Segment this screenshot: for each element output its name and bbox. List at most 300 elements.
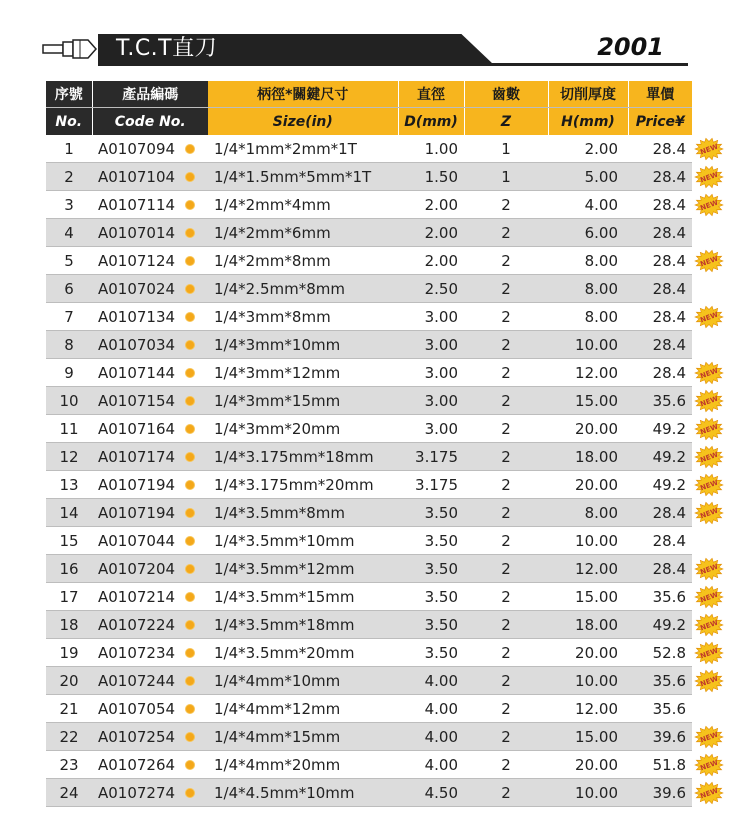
- teeth-count: [464, 331, 548, 359]
- unit-price: [628, 303, 692, 331]
- diameter: [398, 275, 464, 303]
- col-size-en: Size(in): [208, 108, 398, 136]
- teeth-count: [464, 499, 548, 527]
- teeth-count: [464, 471, 548, 499]
- new-badge-label: NEW: [699, 786, 720, 800]
- table-row: [46, 247, 728, 275]
- diameter: [398, 303, 464, 331]
- size-spec: [208, 583, 398, 611]
- unit-price-text: 35.6: [652, 699, 686, 718]
- new-badge-icon: [694, 445, 724, 469]
- new-badge-label: NEW: [699, 422, 720, 436]
- table-row: [46, 555, 728, 583]
- unit-price-text: 28.4: [652, 139, 686, 158]
- badge-cell: [692, 415, 728, 443]
- teeth-count: [464, 191, 548, 219]
- product-table: [46, 81, 728, 807]
- cutting-height: [548, 471, 628, 499]
- teeth-count-text: 2: [501, 783, 511, 802]
- badge-cell: [692, 191, 728, 219]
- size-spec-text: 1/4*4.5mm*10mm: [214, 783, 355, 802]
- size-spec: [208, 723, 398, 751]
- unit-price-text: 52.8: [652, 643, 686, 662]
- size-spec-text: 1/4*4mm*15mm: [214, 727, 341, 746]
- row-number-text: 6: [64, 279, 74, 298]
- bullet-dot-icon: [185, 312, 195, 322]
- table-row: [46, 135, 728, 163]
- product-code-text: A0107164: [98, 419, 176, 438]
- size-spec-text: 1/4*3.175mm*20mm: [214, 475, 374, 494]
- row-number-text: 11: [59, 419, 79, 438]
- diameter-text: 4.00: [424, 699, 458, 718]
- badge-cell: [692, 639, 728, 667]
- new-badge-icon: [694, 473, 724, 497]
- unit-price-text: 28.4: [652, 363, 686, 382]
- new-badge-label: NEW: [699, 142, 720, 157]
- size-spec-text: 1/4*3mm*10mm: [214, 335, 341, 354]
- new-badge-icon: [694, 641, 724, 665]
- row-number-text: 14: [59, 503, 79, 522]
- table-row: [46, 639, 728, 667]
- diameter-text: 4.50: [424, 783, 458, 802]
- diameter-text: 1.50: [424, 167, 458, 186]
- size-spec-text: 1/4*2mm*4mm: [214, 195, 331, 214]
- teeth-count: [464, 583, 548, 611]
- unit-price: [628, 723, 692, 751]
- cutting-height-text: 8.00: [584, 279, 618, 298]
- badge-cell: [692, 135, 728, 163]
- cutting-height-text: 8.00: [584, 503, 618, 522]
- col-h-cn: 切削厚度: [548, 81, 628, 108]
- size-spec: [208, 415, 398, 443]
- bullet-dot-icon: [185, 368, 195, 378]
- product-code: [92, 359, 208, 387]
- row-number-text: 24: [59, 783, 79, 802]
- teeth-count: [464, 443, 548, 471]
- row-number: [46, 303, 92, 331]
- table-row: [46, 303, 728, 331]
- size-spec: [208, 331, 398, 359]
- badge-cell: [692, 723, 728, 751]
- size-spec-text: 1/4*2.5mm*8mm: [214, 279, 345, 298]
- product-code: [92, 611, 208, 639]
- row-number: [46, 191, 92, 219]
- unit-price: [628, 219, 692, 247]
- teeth-count-text: 2: [501, 475, 511, 494]
- teeth-count: [464, 751, 548, 779]
- bullet-dot-icon: [185, 424, 195, 434]
- row-number: [46, 415, 92, 443]
- diameter-text: 3.50: [424, 559, 458, 578]
- teeth-count-text: 2: [501, 391, 511, 410]
- cutting-height-text: 20.00: [575, 755, 618, 774]
- cutting-height: [548, 247, 628, 275]
- unit-price: [628, 751, 692, 779]
- table-row: [46, 415, 728, 443]
- unit-price: [628, 135, 692, 163]
- teeth-count: [464, 135, 548, 163]
- badge-cell: [692, 387, 728, 415]
- cutting-height: [548, 583, 628, 611]
- cutting-height: [548, 135, 628, 163]
- product-code-text: A0107214: [98, 587, 176, 606]
- size-spec-text: 1/4*2mm*8mm: [214, 251, 331, 270]
- row-number: [46, 135, 92, 163]
- product-code: [92, 499, 208, 527]
- product-code: [92, 331, 208, 359]
- cutting-height: [548, 667, 628, 695]
- unit-price: [628, 695, 692, 723]
- row-number-text: 12: [59, 447, 79, 466]
- row-number: [46, 527, 92, 555]
- product-code-text: A0107194: [98, 503, 176, 522]
- table-row: [46, 723, 728, 751]
- product-code: [92, 555, 208, 583]
- product-code-text: A0107234: [98, 643, 176, 662]
- teeth-count-text: 2: [501, 335, 511, 354]
- col-z-cn: 齒數: [464, 81, 548, 108]
- diameter-text: 3.175: [415, 475, 458, 494]
- unit-price-text: 49.2: [652, 475, 686, 494]
- product-code-text: A0107254: [98, 727, 176, 746]
- product-code-text: A0107174: [98, 447, 176, 466]
- cutting-height-text: 15.00: [575, 587, 618, 606]
- diameter-text: 2.00: [424, 223, 458, 242]
- unit-price: [628, 275, 692, 303]
- unit-price-text: 28.4: [652, 307, 686, 326]
- cutting-height-text: 8.00: [584, 251, 618, 270]
- col-z-en: Z: [464, 108, 548, 136]
- new-badge-label: NEW: [699, 646, 720, 660]
- product-code: [92, 415, 208, 443]
- cutting-height-text: 12.00: [575, 699, 618, 718]
- product-code: [92, 527, 208, 555]
- bullet-dot-icon: [185, 620, 195, 630]
- new-badge-label: NEW: [699, 562, 720, 576]
- col-h-en: H(mm): [548, 108, 628, 136]
- table-row: [46, 751, 728, 779]
- bullet-dot-icon: [185, 228, 195, 238]
- size-spec-text: 1/4*3.5mm*10mm: [214, 531, 355, 550]
- teeth-count-text: 2: [501, 559, 511, 578]
- product-code: [92, 779, 208, 807]
- diameter: [398, 415, 464, 443]
- col-no-en: No.: [46, 108, 92, 136]
- bullet-dot-icon: [185, 676, 195, 686]
- teeth-count-text: 2: [501, 699, 511, 718]
- size-spec-text: 1/4*3.5mm*15mm: [214, 587, 355, 606]
- size-spec-text: 1/4*3.5mm*20mm: [214, 643, 355, 662]
- diameter-text: 2.00: [424, 251, 458, 270]
- product-code: [92, 723, 208, 751]
- diameter: [398, 331, 464, 359]
- product-code: [92, 163, 208, 191]
- new-badge-label: NEW: [699, 478, 720, 492]
- header-row-en: [46, 108, 728, 136]
- new-badge-label: NEW: [699, 590, 720, 604]
- diameter: [398, 443, 464, 471]
- diameter: [398, 583, 464, 611]
- table-row: [46, 387, 728, 415]
- unit-price-text: 35.6: [652, 587, 686, 606]
- diameter: [398, 723, 464, 751]
- row-number-text: 21: [59, 699, 79, 718]
- unit-price: [628, 555, 692, 583]
- row-number-text: 5: [64, 251, 74, 270]
- cutting-height: [548, 163, 628, 191]
- bullet-dot-icon: [185, 564, 195, 574]
- row-number: [46, 275, 92, 303]
- row-number-text: 3: [64, 195, 74, 214]
- row-number: [46, 611, 92, 639]
- cutting-height-text: 15.00: [575, 727, 618, 746]
- badge-cell: [692, 779, 728, 807]
- badge-cell: [692, 695, 728, 723]
- table-row: [46, 443, 728, 471]
- table-row: [46, 471, 728, 499]
- size-spec-text: 1/4*3.5mm*18mm: [214, 615, 355, 634]
- size-spec: [208, 191, 398, 219]
- new-badge-icon: [694, 669, 724, 693]
- cutting-height-text: 10.00: [575, 531, 618, 550]
- row-number-text: 13: [59, 475, 79, 494]
- row-number: [46, 499, 92, 527]
- product-code-text: A0107104: [98, 167, 176, 186]
- product-code: [92, 303, 208, 331]
- row-number-text: 9: [64, 363, 74, 382]
- row-number: [46, 219, 92, 247]
- diameter-text: 3.50: [424, 587, 458, 606]
- product-code-text: A0107094: [98, 139, 176, 158]
- table-row: [46, 779, 728, 807]
- cutting-height: [548, 751, 628, 779]
- diameter-text: 1.00: [424, 139, 458, 158]
- badge-cell: [692, 247, 728, 275]
- diameter-text: 3.00: [424, 363, 458, 382]
- row-number-text: 22: [59, 727, 79, 746]
- new-badge-icon: [694, 305, 724, 329]
- badge-cell: [692, 471, 728, 499]
- diameter-text: 2.00: [424, 195, 458, 214]
- cutting-height-text: 2.00: [584, 139, 618, 158]
- product-code: [92, 667, 208, 695]
- bullet-dot-icon: [185, 788, 195, 798]
- badge-cell: [692, 583, 728, 611]
- product-code-text: A0107014: [98, 223, 176, 242]
- new-badge-label: NEW: [699, 366, 720, 380]
- new-badge-icon: [694, 725, 724, 749]
- row-number-text: 8: [64, 335, 74, 354]
- unit-price: [628, 359, 692, 387]
- row-number: [46, 667, 92, 695]
- table-row: [46, 331, 728, 359]
- page-title: T.C.T直刀: [116, 36, 218, 61]
- new-badge-icon: [694, 417, 724, 441]
- unit-price-text: 39.6: [652, 783, 686, 802]
- row-number-text: 17: [59, 587, 79, 606]
- cutting-height-text: 5.00: [584, 167, 618, 186]
- size-spec-text: 1/4*3.5mm*8mm: [214, 503, 345, 522]
- col-code-cn: 產品編碼: [92, 81, 208, 108]
- size-spec-text: 1/4*4mm*10mm: [214, 671, 341, 690]
- teeth-count: [464, 779, 548, 807]
- size-spec: [208, 163, 398, 191]
- size-spec-text: 1/4*3mm*12mm: [214, 363, 341, 382]
- teeth-count: [464, 247, 548, 275]
- new-badge-label: NEW: [699, 674, 720, 688]
- cutting-height: [548, 331, 628, 359]
- new-badge-icon: [694, 753, 724, 777]
- unit-price: [628, 247, 692, 275]
- size-spec: [208, 499, 398, 527]
- badge-cell: [692, 527, 728, 555]
- table-row: [46, 499, 728, 527]
- col-d-en: D(mm): [398, 108, 464, 136]
- badge-cell: [692, 275, 728, 303]
- diameter-text: 2.50: [424, 279, 458, 298]
- new-badge-label: NEW: [699, 758, 720, 772]
- unit-price: [628, 779, 692, 807]
- diameter: [398, 387, 464, 415]
- row-number-text: 4: [64, 223, 74, 242]
- diameter: [398, 751, 464, 779]
- catalog-title-bar: [38, 30, 688, 66]
- diameter-text: 3.00: [424, 307, 458, 326]
- cutting-height: [548, 303, 628, 331]
- cutting-height: [548, 219, 628, 247]
- product-code: [92, 695, 208, 723]
- product-code: [92, 387, 208, 415]
- cutting-height: [548, 359, 628, 387]
- router-bit-icon: [42, 36, 98, 62]
- table-row: [46, 695, 728, 723]
- diameter: [398, 499, 464, 527]
- size-spec: [208, 639, 398, 667]
- unit-price-text: 49.2: [652, 419, 686, 438]
- header-row-cn: [46, 81, 728, 108]
- product-code-text: A0107264: [98, 755, 176, 774]
- badge-cell: [692, 667, 728, 695]
- size-spec: [208, 303, 398, 331]
- teeth-count-text: 2: [501, 643, 511, 662]
- diameter-text: 3.50: [424, 643, 458, 662]
- diameter: [398, 135, 464, 163]
- row-number: [46, 387, 92, 415]
- bullet-dot-icon: [185, 536, 195, 546]
- cutting-height-text: 20.00: [575, 643, 618, 662]
- teeth-count-text: 2: [501, 251, 511, 270]
- product-code: [92, 191, 208, 219]
- size-spec: [208, 247, 398, 275]
- badge-cell: [692, 303, 728, 331]
- new-badge-label: NEW: [699, 450, 720, 464]
- cutting-height: [548, 415, 628, 443]
- bullet-dot-icon: [185, 732, 195, 742]
- cutting-height: [548, 387, 628, 415]
- teeth-count: [464, 303, 548, 331]
- row-number-text: 15: [59, 531, 79, 550]
- row-number: [46, 471, 92, 499]
- cutting-height: [548, 527, 628, 555]
- new-badge-icon: [694, 585, 724, 609]
- product-code-text: A0107194: [98, 475, 176, 494]
- product-code-text: A0107144: [98, 363, 176, 382]
- badge-cell: [692, 219, 728, 247]
- row-number-text: 18: [59, 615, 79, 634]
- teeth-count: [464, 163, 548, 191]
- cutting-height: [548, 695, 628, 723]
- diameter-text: 3.00: [424, 419, 458, 438]
- new-badge-icon: [694, 193, 724, 217]
- unit-price: [628, 443, 692, 471]
- diameter: [398, 611, 464, 639]
- row-number-text: 10: [59, 391, 79, 410]
- diameter: [398, 527, 464, 555]
- unit-price-text: 28.4: [652, 195, 686, 214]
- diameter: [398, 359, 464, 387]
- unit-price: [628, 667, 692, 695]
- badge-cell: [692, 611, 728, 639]
- size-spec-text: 1/4*2mm*6mm: [214, 223, 331, 242]
- product-code-text: A0107244: [98, 671, 176, 690]
- teeth-count-text: 2: [501, 447, 511, 466]
- badge-cell: [692, 555, 728, 583]
- teeth-count-text: 2: [501, 727, 511, 746]
- cutting-height-text: 10.00: [575, 335, 618, 354]
- cutting-height-text: 18.00: [575, 447, 618, 466]
- table-row: [46, 611, 728, 639]
- diameter: [398, 219, 464, 247]
- teeth-count: [464, 275, 548, 303]
- size-spec: [208, 387, 398, 415]
- row-number-text: 23: [59, 755, 79, 774]
- teeth-count-text: 2: [501, 223, 511, 242]
- table-row: [46, 275, 728, 303]
- teeth-count-text: 2: [501, 307, 511, 326]
- cutting-height: [548, 639, 628, 667]
- bullet-dot-icon: [185, 172, 195, 182]
- product-code: [92, 135, 208, 163]
- product-code: [92, 751, 208, 779]
- size-spec-text: 1/4*3mm*15mm: [214, 391, 341, 410]
- product-code-text: A0107154: [98, 391, 176, 410]
- cutting-height: [548, 443, 628, 471]
- diameter: [398, 639, 464, 667]
- row-number: [46, 247, 92, 275]
- new-badge-label: NEW: [699, 310, 720, 324]
- size-spec-text: 1/4*3mm*8mm: [214, 307, 331, 326]
- badge-cell: [692, 443, 728, 471]
- cutting-height: [548, 191, 628, 219]
- size-spec-text: 1/4*4mm*20mm: [214, 755, 341, 774]
- product-code-text: A0107224: [98, 615, 176, 634]
- diameter-text: 3.50: [424, 503, 458, 522]
- cutting-height: [548, 499, 628, 527]
- cutting-height: [548, 611, 628, 639]
- unit-price: [628, 471, 692, 499]
- size-spec: [208, 359, 398, 387]
- unit-price-text: 51.8: [652, 755, 686, 774]
- diameter-text: 3.00: [424, 391, 458, 410]
- cutting-height-text: 6.00: [584, 223, 618, 242]
- product-code-text: A0107134: [98, 307, 176, 326]
- unit-price-text: 28.4: [652, 251, 686, 270]
- table-row: [46, 191, 728, 219]
- product-code: [92, 247, 208, 275]
- badge-cell: [692, 751, 728, 779]
- diameter-text: 3.50: [424, 615, 458, 634]
- size-spec: [208, 471, 398, 499]
